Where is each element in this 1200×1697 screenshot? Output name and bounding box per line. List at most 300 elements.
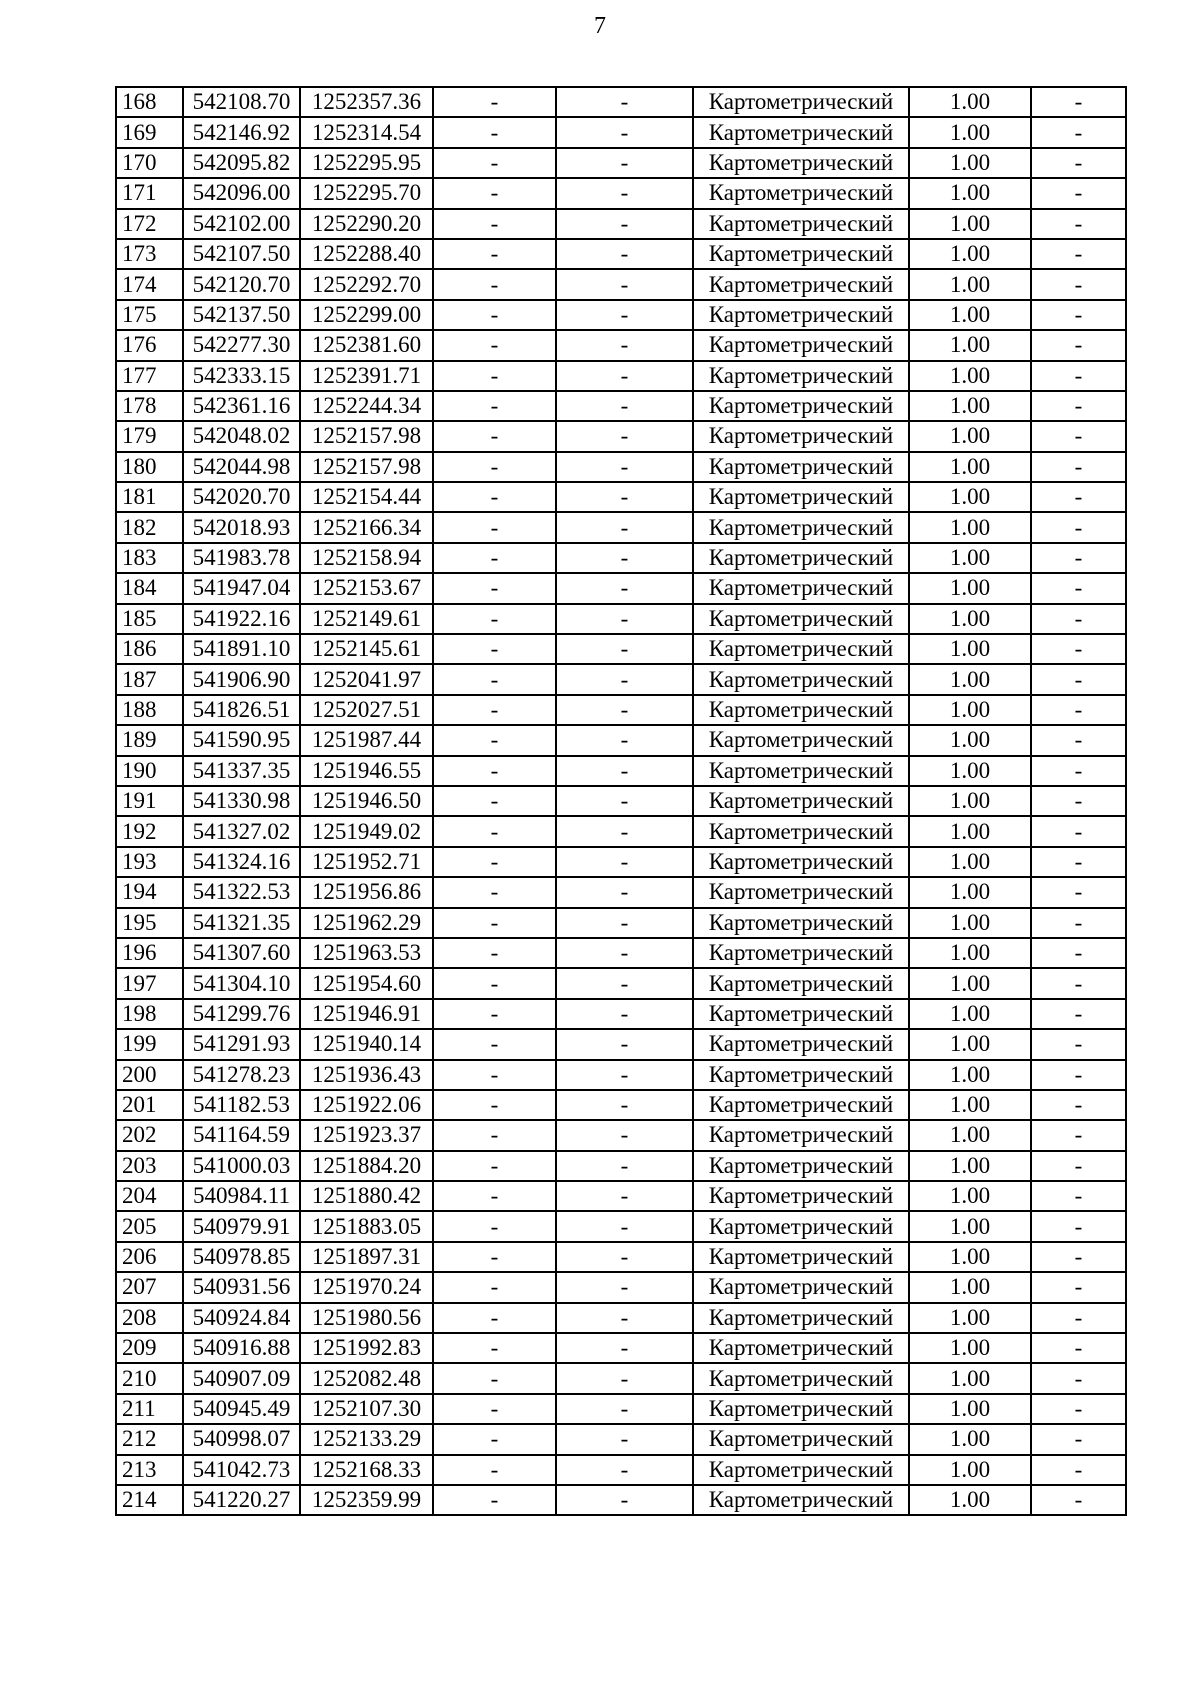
accuracy-cell: 1.00 [909,1394,1031,1424]
method-cell: Картометрический [693,117,909,147]
x-coordinate-cell: 542020.70 [183,482,300,512]
point-number-cell: 206 [116,1242,183,1272]
table-row [116,178,1126,208]
empty-cell-a: - [433,1029,556,1059]
x-coordinate-cell: 541322.53 [183,877,300,907]
method-cell: Картометрический [693,847,909,877]
empty-cell-a: - [433,1394,556,1424]
accuracy-cell: 1.00 [909,725,1031,755]
empty-cell-a: - [433,239,556,269]
y-coordinate-cell: 1251956.86 [300,877,433,907]
empty-cell-c: - [1031,117,1126,147]
table-row [116,573,1126,603]
empty-cell-b: - [556,391,693,421]
method-cell: Картометрический [693,1424,909,1454]
table-row [116,786,1126,816]
point-number-cell: 187 [116,664,183,694]
point-number-cell: 199 [116,1029,183,1059]
empty-cell-a: - [433,178,556,208]
y-coordinate-cell: 1252381.60 [300,330,433,360]
table-row [116,482,1126,512]
x-coordinate-cell: 541324.16 [183,847,300,877]
point-number-cell: 205 [116,1211,183,1241]
method-cell: Картометрический [693,269,909,299]
point-number-cell: 208 [116,1303,183,1333]
table-row [116,1394,1126,1424]
accuracy-cell: 1.00 [909,756,1031,786]
accuracy-cell: 1.00 [909,1060,1031,1090]
accuracy-cell: 1.00 [909,117,1031,147]
method-cell: Картометрический [693,361,909,391]
y-coordinate-cell: 1252158.94 [300,543,433,573]
y-coordinate-cell: 1252290.20 [300,209,433,239]
y-coordinate-cell: 1251949.02 [300,816,433,846]
method-cell: Картометрический [693,908,909,938]
x-coordinate-cell: 541220.27 [183,1485,300,1515]
accuracy-cell: 1.00 [909,938,1031,968]
method-cell: Картометрический [693,968,909,998]
point-number-cell: 176 [116,330,183,360]
table-row [116,391,1126,421]
method-cell: Картометрический [693,1181,909,1211]
point-number-cell: 168 [116,87,183,117]
point-number-cell: 198 [116,999,183,1029]
x-coordinate-cell: 542146.92 [183,117,300,147]
empty-cell-b: - [556,1333,693,1363]
y-coordinate-cell: 1251936.43 [300,1060,433,1090]
table-row [116,1060,1126,1090]
empty-cell-b: - [556,1120,693,1150]
point-number-cell: 185 [116,604,183,634]
empty-cell-b: - [556,330,693,360]
empty-cell-c: - [1031,999,1126,1029]
y-coordinate-cell: 1252292.70 [300,269,433,299]
y-coordinate-cell: 1251980.56 [300,1303,433,1333]
method-cell: Картометрический [693,209,909,239]
table-row [116,816,1126,846]
empty-cell-c: - [1031,87,1126,117]
empty-cell-a: - [433,421,556,451]
empty-cell-b: - [556,300,693,330]
empty-cell-b: - [556,512,693,542]
method-cell: Картометрический [693,148,909,178]
empty-cell-c: - [1031,330,1126,360]
empty-cell-a: - [433,1455,556,1485]
table-row [116,756,1126,786]
empty-cell-b: - [556,87,693,117]
y-coordinate-cell: 1252299.00 [300,300,433,330]
method-cell: Картометрический [693,573,909,603]
empty-cell-c: - [1031,482,1126,512]
x-coordinate-cell: 542095.82 [183,148,300,178]
x-coordinate-cell: 541983.78 [183,543,300,573]
empty-cell-b: - [556,1363,693,1393]
empty-cell-a: - [433,725,556,755]
point-number-cell: 189 [116,725,183,755]
empty-cell-a: - [433,1363,556,1393]
point-number-cell: 213 [116,1455,183,1485]
empty-cell-b: - [556,968,693,998]
y-coordinate-cell: 1251884.20 [300,1151,433,1181]
empty-cell-c: - [1031,634,1126,664]
table-row [116,117,1126,147]
empty-cell-b: - [556,209,693,239]
empty-cell-b: - [556,452,693,482]
x-coordinate-cell: 541278.23 [183,1060,300,1090]
method-cell: Картометрический [693,1363,909,1393]
empty-cell-c: - [1031,756,1126,786]
y-coordinate-cell: 1252133.29 [300,1424,433,1454]
table-row [116,695,1126,725]
method-cell: Картометрический [693,938,909,968]
y-coordinate-cell: 1252295.70 [300,178,433,208]
accuracy-cell: 1.00 [909,1455,1031,1485]
x-coordinate-cell: 541330.98 [183,786,300,816]
empty-cell-c: - [1031,421,1126,451]
empty-cell-a: - [433,786,556,816]
empty-cell-c: - [1031,269,1126,299]
empty-cell-c: - [1031,1272,1126,1302]
x-coordinate-cell: 541337.35 [183,756,300,786]
method-cell: Картометрический [693,786,909,816]
empty-cell-a: - [433,1181,556,1211]
empty-cell-c: - [1031,664,1126,694]
empty-cell-c: - [1031,786,1126,816]
point-number-cell: 203 [116,1151,183,1181]
empty-cell-c: - [1031,968,1126,998]
accuracy-cell: 1.00 [909,968,1031,998]
x-coordinate-cell: 541307.60 [183,938,300,968]
accuracy-cell: 1.00 [909,1363,1031,1393]
x-coordinate-cell: 542277.30 [183,330,300,360]
empty-cell-c: - [1031,148,1126,178]
x-coordinate-cell: 541304.10 [183,968,300,998]
empty-cell-a: - [433,269,556,299]
accuracy-cell: 1.00 [909,695,1031,725]
x-coordinate-cell: 541164.59 [183,1120,300,1150]
empty-cell-b: - [556,999,693,1029]
table-row [116,1333,1126,1363]
table-row [116,1151,1126,1181]
method-cell: Картометрический [693,330,909,360]
point-number-cell: 177 [116,361,183,391]
point-number-cell: 190 [116,756,183,786]
table-body [116,87,1126,1515]
table-row [116,938,1126,968]
table-row [116,1242,1126,1272]
empty-cell-b: - [556,1211,693,1241]
empty-cell-b: - [556,1394,693,1424]
table-row [116,1090,1126,1120]
table-row [116,330,1126,360]
x-coordinate-cell: 541891.10 [183,634,300,664]
empty-cell-c: - [1031,1029,1126,1059]
accuracy-cell: 1.00 [909,482,1031,512]
y-coordinate-cell: 1251946.55 [300,756,433,786]
x-coordinate-cell: 541826.51 [183,695,300,725]
method-cell: Картометрический [693,695,909,725]
method-cell: Картометрический [693,239,909,269]
table-row [116,725,1126,755]
empty-cell-b: - [556,361,693,391]
point-number-cell: 207 [116,1272,183,1302]
x-coordinate-cell: 542361.16 [183,391,300,421]
empty-cell-a: - [433,148,556,178]
x-coordinate-cell: 541000.03 [183,1151,300,1181]
empty-cell-c: - [1031,877,1126,907]
table-row [116,209,1126,239]
empty-cell-a: - [433,482,556,512]
empty-cell-c: - [1031,1151,1126,1181]
x-coordinate-cell: 542108.70 [183,87,300,117]
page-number: 7 [594,13,606,39]
point-number-cell: 188 [116,695,183,725]
accuracy-cell: 1.00 [909,816,1031,846]
method-cell: Картометрический [693,1394,909,1424]
point-number-cell: 210 [116,1363,183,1393]
accuracy-cell: 1.00 [909,1242,1031,1272]
empty-cell-b: - [556,239,693,269]
method-cell: Картометрический [693,1455,909,1485]
empty-cell-b: - [556,1090,693,1120]
method-cell: Картометрический [693,1485,909,1515]
empty-cell-a: - [433,543,556,573]
empty-cell-a: - [433,452,556,482]
table-row [116,1424,1126,1454]
y-coordinate-cell: 1251954.60 [300,968,433,998]
method-cell: Картометрический [693,816,909,846]
empty-cell-c: - [1031,908,1126,938]
empty-cell-c: - [1031,452,1126,482]
point-number-cell: 186 [116,634,183,664]
empty-cell-c: - [1031,816,1126,846]
accuracy-cell: 1.00 [909,634,1031,664]
table-row [116,664,1126,694]
point-number-cell: 192 [116,816,183,846]
x-coordinate-cell: 542120.70 [183,269,300,299]
accuracy-cell: 1.00 [909,239,1031,269]
y-coordinate-cell: 1252027.51 [300,695,433,725]
empty-cell-b: - [556,117,693,147]
x-coordinate-cell: 542096.00 [183,178,300,208]
method-cell: Картометрический [693,725,909,755]
accuracy-cell: 1.00 [909,1424,1031,1454]
method-cell: Картометрический [693,178,909,208]
method-cell: Картометрический [693,512,909,542]
y-coordinate-cell: 1252314.54 [300,117,433,147]
empty-cell-b: - [556,1029,693,1059]
method-cell: Картометрический [693,482,909,512]
empty-cell-b: - [556,269,693,299]
empty-cell-a: - [433,908,556,938]
table-row [116,847,1126,877]
y-coordinate-cell: 1252168.33 [300,1455,433,1485]
x-coordinate-cell: 541947.04 [183,573,300,603]
empty-cell-b: - [556,148,693,178]
coordinates-table [115,86,1127,1516]
empty-cell-a: - [433,573,556,603]
empty-cell-a: - [433,1424,556,1454]
x-coordinate-cell: 542018.93 [183,512,300,542]
empty-cell-c: - [1031,300,1126,330]
point-number-cell: 195 [116,908,183,938]
empty-cell-b: - [556,695,693,725]
y-coordinate-cell: 1252041.97 [300,664,433,694]
empty-cell-b: - [556,1424,693,1454]
table-row [116,1272,1126,1302]
x-coordinate-cell: 540979.91 [183,1211,300,1241]
y-coordinate-cell: 1252145.61 [300,634,433,664]
x-coordinate-cell: 542048.02 [183,421,300,451]
table-row [116,361,1126,391]
y-coordinate-cell: 1252166.34 [300,512,433,542]
empty-cell-a: - [433,999,556,1029]
empty-cell-a: - [433,1485,556,1515]
table-row [116,512,1126,542]
method-cell: Картометрический [693,1333,909,1363]
y-coordinate-cell: 1252107.30 [300,1394,433,1424]
y-coordinate-cell: 1251946.91 [300,999,433,1029]
accuracy-cell: 1.00 [909,361,1031,391]
empty-cell-c: - [1031,847,1126,877]
empty-cell-c: - [1031,391,1126,421]
empty-cell-b: - [556,634,693,664]
point-number-cell: 182 [116,512,183,542]
y-coordinate-cell: 1251962.29 [300,908,433,938]
table-row [116,300,1126,330]
method-cell: Картометрический [693,391,909,421]
x-coordinate-cell: 542107.50 [183,239,300,269]
point-number-cell: 171 [116,178,183,208]
point-number-cell: 202 [116,1120,183,1150]
empty-cell-a: - [433,117,556,147]
x-coordinate-cell: 542044.98 [183,452,300,482]
y-coordinate-cell: 1251940.14 [300,1029,433,1059]
x-coordinate-cell: 542102.00 [183,209,300,239]
empty-cell-c: - [1031,938,1126,968]
table-row [116,877,1126,907]
accuracy-cell: 1.00 [909,1151,1031,1181]
empty-cell-c: - [1031,543,1126,573]
empty-cell-b: - [556,664,693,694]
accuracy-cell: 1.00 [909,1181,1031,1211]
accuracy-cell: 1.00 [909,543,1031,573]
x-coordinate-cell: 541922.16 [183,604,300,634]
empty-cell-c: - [1031,695,1126,725]
point-number-cell: 170 [116,148,183,178]
method-cell: Картометрический [693,1029,909,1059]
table-row [116,421,1126,451]
empty-cell-b: - [556,1181,693,1211]
point-number-cell: 204 [116,1181,183,1211]
empty-cell-c: - [1031,1303,1126,1333]
empty-cell-b: - [556,1242,693,1272]
empty-cell-c: - [1031,239,1126,269]
y-coordinate-cell: 1252359.99 [300,1485,433,1515]
point-number-cell: 196 [116,938,183,968]
table-row [116,634,1126,664]
empty-cell-a: - [433,1333,556,1363]
empty-cell-c: - [1031,1120,1126,1150]
table-row [116,239,1126,269]
empty-cell-b: - [556,756,693,786]
point-number-cell: 211 [116,1394,183,1424]
table-row [116,148,1126,178]
empty-cell-b: - [556,908,693,938]
empty-cell-b: - [556,725,693,755]
x-coordinate-cell: 541327.02 [183,816,300,846]
empty-cell-b: - [556,1303,693,1333]
empty-cell-a: - [433,1303,556,1333]
method-cell: Картометрический [693,1242,909,1272]
y-coordinate-cell: 1252357.36 [300,87,433,117]
accuracy-cell: 1.00 [909,209,1031,239]
table-row [116,1303,1126,1333]
empty-cell-c: - [1031,178,1126,208]
table-row [116,1455,1126,1485]
accuracy-cell: 1.00 [909,847,1031,877]
empty-cell-c: - [1031,1424,1126,1454]
empty-cell-a: - [433,695,556,725]
empty-cell-c: - [1031,1181,1126,1211]
accuracy-cell: 1.00 [909,269,1031,299]
y-coordinate-cell: 1251883.05 [300,1211,433,1241]
table-row [116,999,1126,1029]
empty-cell-b: - [556,1151,693,1181]
empty-cell-a: - [433,1060,556,1090]
y-coordinate-cell: 1251992.83 [300,1333,433,1363]
empty-cell-c: - [1031,1090,1126,1120]
empty-cell-b: - [556,482,693,512]
table-row [116,87,1126,117]
empty-cell-b: - [556,604,693,634]
point-number-cell: 193 [116,847,183,877]
point-number-cell: 180 [116,452,183,482]
accuracy-cell: 1.00 [909,877,1031,907]
empty-cell-a: - [433,968,556,998]
empty-cell-a: - [433,877,556,907]
accuracy-cell: 1.00 [909,148,1031,178]
method-cell: Картометрический [693,664,909,694]
empty-cell-c: - [1031,1060,1126,1090]
accuracy-cell: 1.00 [909,1272,1031,1302]
point-number-cell: 179 [116,421,183,451]
accuracy-cell: 1.00 [909,908,1031,938]
x-coordinate-cell: 540924.84 [183,1303,300,1333]
empty-cell-a: - [433,604,556,634]
y-coordinate-cell: 1251897.31 [300,1242,433,1272]
x-coordinate-cell: 540998.07 [183,1424,300,1454]
table-row [116,1120,1126,1150]
empty-cell-a: - [433,1272,556,1302]
method-cell: Картометрический [693,604,909,634]
empty-cell-b: - [556,786,693,816]
empty-cell-a: - [433,391,556,421]
method-cell: Картометрический [693,1151,909,1181]
accuracy-cell: 1.00 [909,1333,1031,1363]
empty-cell-c: - [1031,725,1126,755]
y-coordinate-cell: 1251952.71 [300,847,433,877]
empty-cell-c: - [1031,573,1126,603]
accuracy-cell: 1.00 [909,999,1031,1029]
point-number-cell: 169 [116,117,183,147]
table-row [116,543,1126,573]
y-coordinate-cell: 1251987.44 [300,725,433,755]
empty-cell-a: - [433,847,556,877]
empty-cell-a: - [433,1151,556,1181]
method-cell: Картометрический [693,1211,909,1241]
accuracy-cell: 1.00 [909,452,1031,482]
